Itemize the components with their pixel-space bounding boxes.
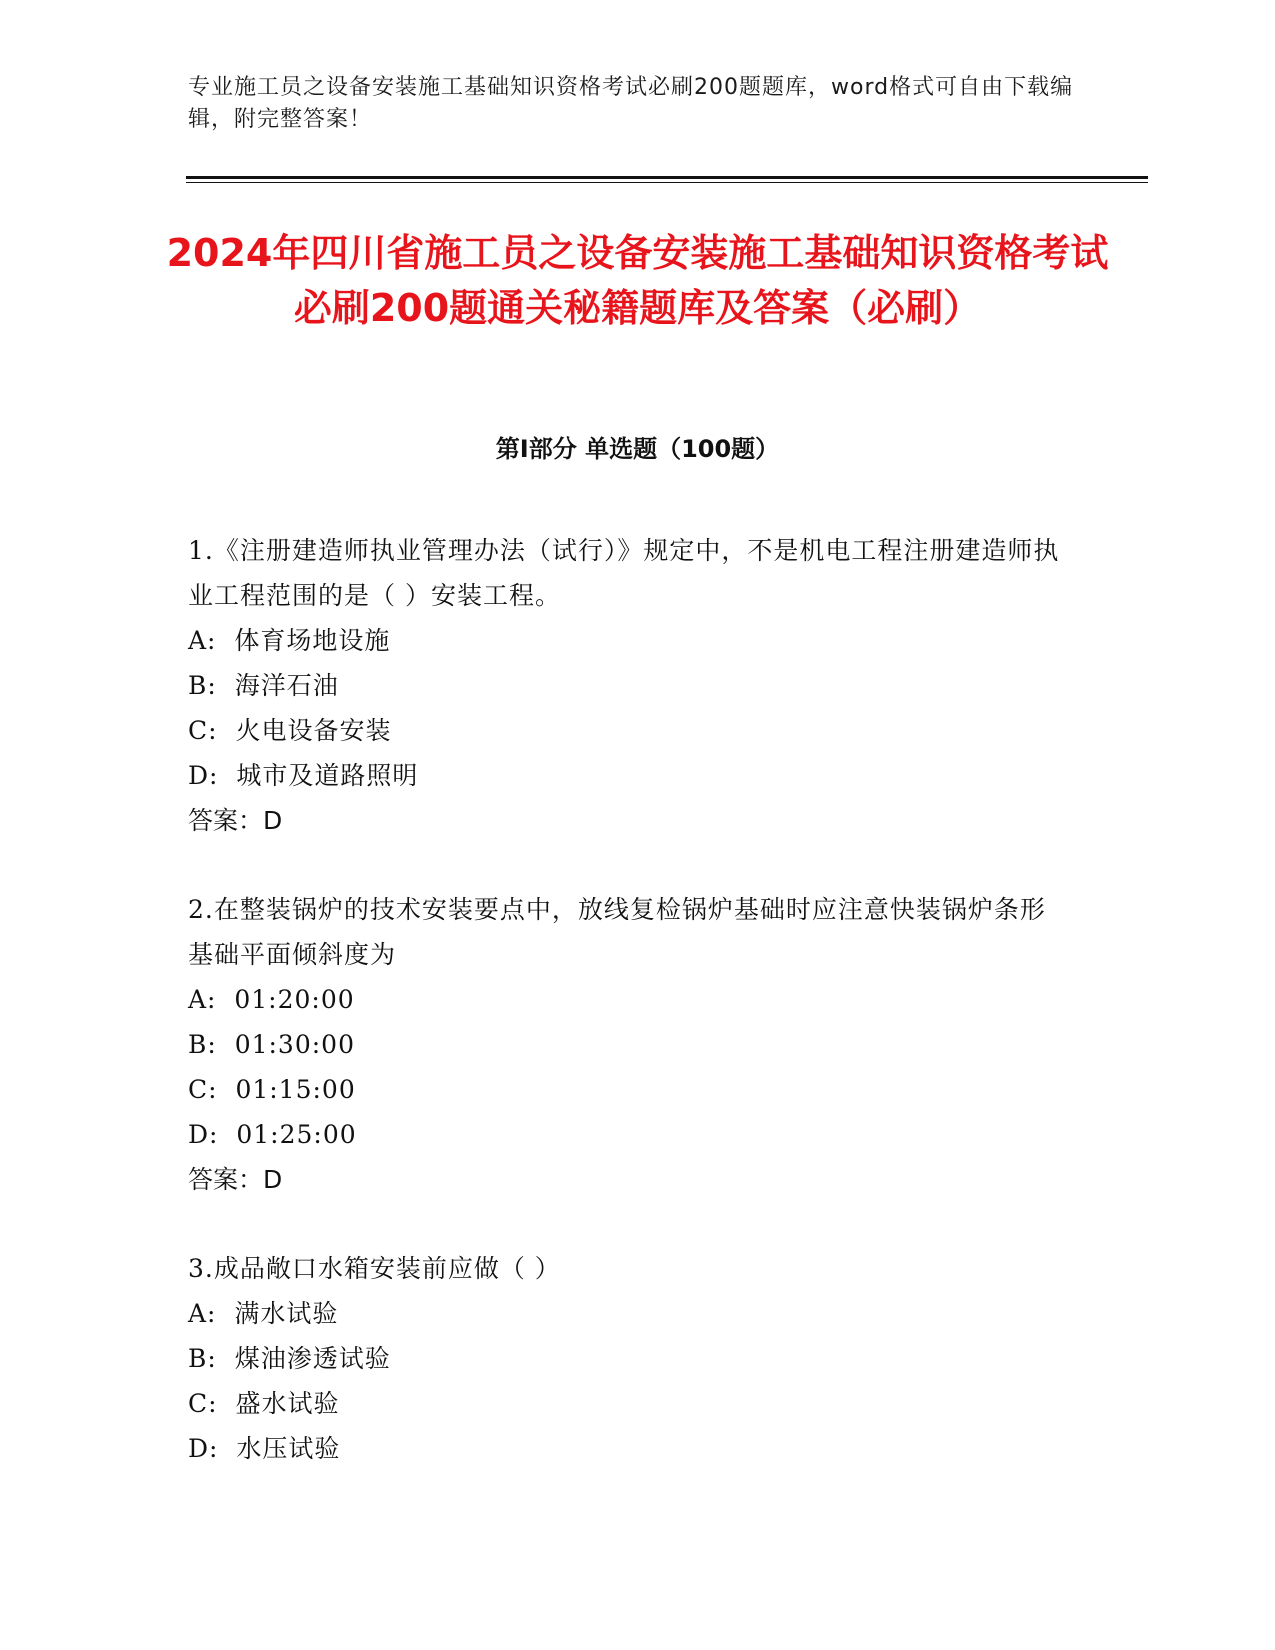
option-b: B: 煤油渗透试验 xyxy=(188,1344,391,1373)
document-title: 2024年四川省施工员之设备安装施工基础知识资格考试必刷200题通关秘籍题库及答案（必刷） xyxy=(166,231,1109,330)
question-3 xyxy=(188,1246,1068,1471)
question-text: 2.在整装锅炉的技术安装要点中，放线复检锅炉基础时应注意快装锅炉条形基础平面倾斜度为 xyxy=(188,895,1046,969)
question-text: 1.《注册建造师执业管理办法（试行）》规定中，不是机电工程注册建造师执业工程范围的是（ ）安装工程。 xyxy=(188,536,1060,610)
option-a: A: 体育场地设施 xyxy=(188,626,391,655)
option-a: A: 01:20:00 xyxy=(188,985,355,1014)
option-b: B: 海洋石油 xyxy=(188,671,339,700)
option-d: D: 城市及道路照明 xyxy=(188,761,419,790)
question-text: 3.成品敞口水箱安装前应做（ ） xyxy=(188,1254,561,1283)
header-rule-thick xyxy=(186,176,1148,179)
answer: 答案：D xyxy=(188,806,283,835)
header-rule-thin xyxy=(186,182,1148,183)
question-2 xyxy=(188,887,1068,1202)
header-note: 专业施工员之设备安装施工基础知识资格考试必刷200题题库，word格式可自由下载编辑，附完整答案！ xyxy=(188,75,1074,132)
question-list xyxy=(188,528,1068,1515)
option-b: B: 01:30:00 xyxy=(188,1030,355,1059)
option-c: C: 01:15:00 xyxy=(188,1075,356,1104)
question-1 xyxy=(188,528,1068,843)
option-d: D: 水压试验 xyxy=(188,1434,341,1463)
option-c: C: 火电设备安装 xyxy=(188,716,392,745)
option-c: C: 盛水试验 xyxy=(188,1389,340,1418)
option-d: D: 01:25:00 xyxy=(188,1120,357,1149)
section-heading: 第Ⅰ部分 单选题（100题） xyxy=(495,435,780,463)
answer: 答案：D xyxy=(188,1165,283,1194)
option-a: A: 满水试验 xyxy=(188,1299,339,1328)
